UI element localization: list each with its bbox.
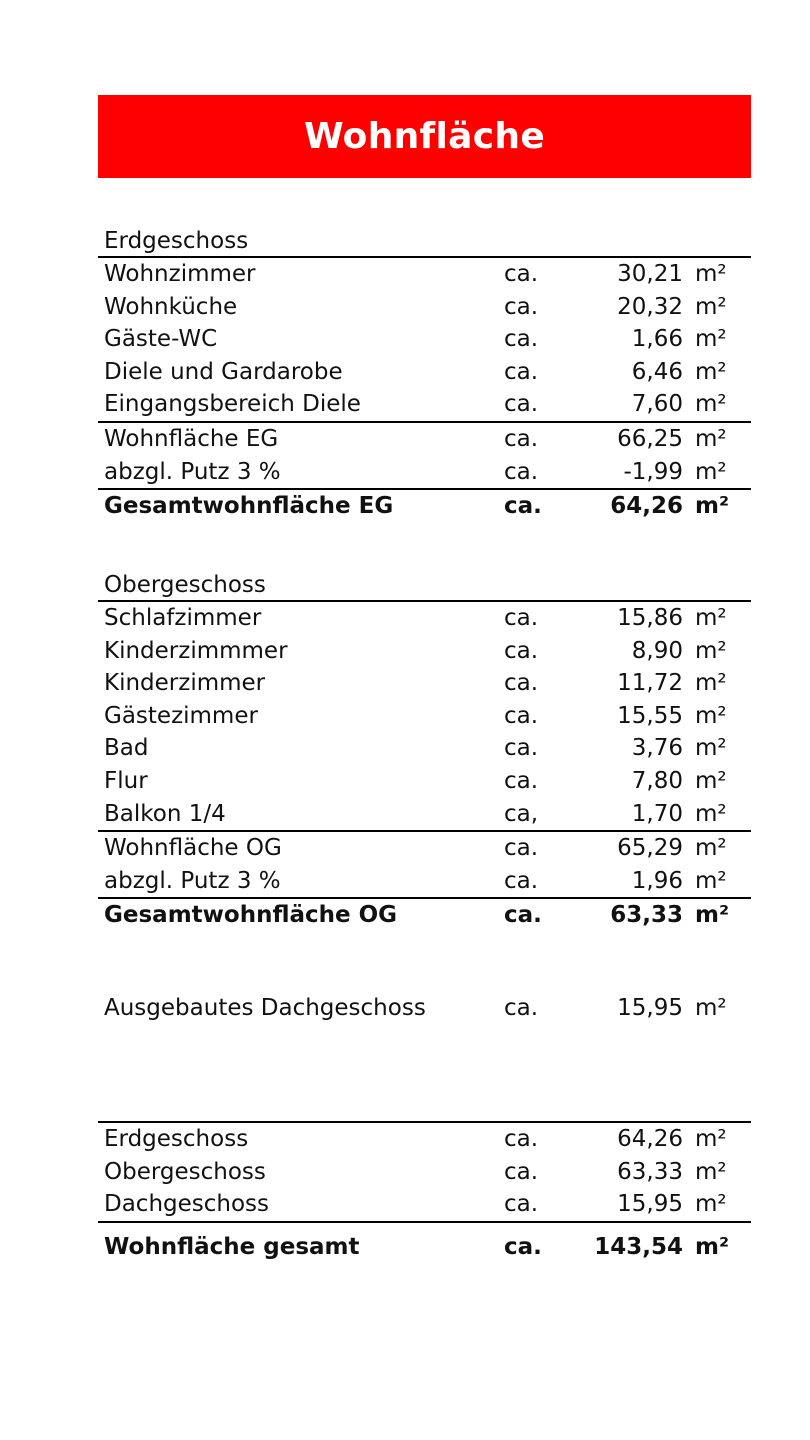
- approx-label: ca.: [504, 1126, 539, 1152]
- area-value: 7,60: [631, 391, 683, 418]
- room-label: Schlafzimmer: [104, 605, 262, 631]
- approx-label: ca,: [504, 800, 539, 827]
- table-row: [98, 323, 751, 356]
- summary-row: [98, 1123, 751, 1156]
- deduction-row: [98, 865, 751, 900]
- subtotal-value: 65,29: [617, 835, 683, 862]
- subtotal-row: [98, 423, 751, 456]
- approx-label: ca.: [504, 605, 539, 631]
- unit-label: m²: [695, 326, 727, 353]
- subtotal-value: 66,25: [617, 425, 683, 452]
- area-value: 11,72: [617, 670, 683, 697]
- floor-label: Dachgeschoss: [104, 1191, 270, 1218]
- table-row: [98, 291, 751, 324]
- unit-label: m²: [695, 493, 730, 520]
- table-row: [98, 635, 751, 668]
- table-row: [98, 388, 751, 423]
- area-value: 8,90: [631, 637, 683, 664]
- approx-label: ca.: [504, 493, 542, 520]
- floor-label: Obergeschoss: [104, 1158, 266, 1185]
- area-value: 15,95: [617, 995, 683, 1021]
- area-value: 20,32: [617, 293, 683, 320]
- section-heading: Erdgeschoss: [98, 226, 751, 258]
- subtotal-label: Wohnfläche EG: [104, 425, 279, 452]
- approx-label: ca.: [504, 326, 539, 353]
- unit-label: m²: [695, 358, 727, 385]
- unit-label: m²: [695, 261, 727, 287]
- area-value: 15,86: [617, 605, 683, 631]
- approx-label: ca.: [504, 735, 539, 762]
- approx-label: ca.: [504, 767, 539, 794]
- room-label: Wohnküche: [104, 293, 238, 320]
- approx-label: ca.: [504, 458, 539, 485]
- unit-label: m²: [695, 293, 727, 320]
- approx-label: ca.: [504, 425, 539, 452]
- room-label: Ausgebautes Dachgeschoss: [104, 995, 426, 1021]
- approx-label: ca.: [504, 835, 539, 862]
- total-label: Gesamtwohnfläche EG: [104, 493, 394, 520]
- area-value: 30,21: [617, 261, 683, 287]
- unit-label: m²: [695, 702, 727, 729]
- approx-label: ca.: [504, 995, 539, 1021]
- approx-label: ca.: [504, 1233, 542, 1260]
- unit-label: m²: [695, 670, 727, 697]
- table-row: [98, 765, 751, 798]
- summary-section: [98, 1123, 751, 1263]
- grand-total-value: 143,54: [594, 1233, 683, 1260]
- room-label: Flur: [104, 767, 148, 794]
- table-row: [98, 667, 751, 700]
- unit-label: m²: [695, 902, 730, 929]
- area-value: 15,55: [617, 702, 683, 729]
- table-row: [98, 798, 751, 833]
- unit-label: m²: [695, 637, 727, 664]
- table-row: [98, 258, 751, 291]
- approx-label: ca.: [504, 358, 539, 385]
- section-heading: Obergeschoss: [98, 570, 751, 602]
- total-value: 63,33: [610, 902, 683, 929]
- page-title: Wohnfläche: [303, 116, 546, 157]
- room-label: Eingangsbereich Diele: [104, 391, 361, 418]
- approx-label: ca.: [504, 391, 539, 418]
- approx-label: ca.: [504, 1158, 539, 1185]
- area-value: 15,95: [617, 1191, 683, 1218]
- area-value: 3,76: [631, 735, 683, 762]
- area-value: 1,66: [631, 326, 683, 353]
- subtotal-row: [98, 832, 751, 865]
- approx-label: ca.: [504, 293, 539, 320]
- deduction-value: -1,99: [623, 458, 683, 485]
- room-label: Wohnzimmer: [104, 261, 256, 287]
- table-row: [98, 356, 751, 389]
- unit-label: m²: [695, 1158, 727, 1185]
- total-label: Gesamtwohnfläche OG: [104, 902, 398, 929]
- unit-label: m²: [695, 1233, 730, 1260]
- unit-label: m²: [695, 867, 727, 894]
- unit-label: m²: [695, 1126, 727, 1152]
- approx-label: ca.: [504, 670, 539, 697]
- title-banner: [98, 95, 751, 178]
- table-row: [98, 602, 751, 635]
- total-row: [98, 899, 751, 932]
- unit-label: m²: [695, 1191, 727, 1218]
- total-row: [98, 490, 751, 523]
- grand-total-label: Wohnfläche gesamt: [104, 1233, 360, 1260]
- obergeschoss-section: [98, 570, 751, 932]
- room-label: Bad: [104, 735, 149, 762]
- grand-total-row: [98, 1231, 751, 1264]
- area-value: 1,70: [631, 800, 683, 827]
- area-value: 6,46: [631, 358, 683, 385]
- unit-label: m²: [695, 835, 727, 862]
- area-value: 64,26: [617, 1126, 683, 1152]
- floor-label: Erdgeschoss: [104, 1126, 249, 1152]
- unit-label: m²: [695, 995, 727, 1021]
- erdgeschoss-section: [98, 226, 751, 523]
- approx-label: ca.: [504, 637, 539, 664]
- deduction-row: [98, 456, 751, 491]
- room-label: Kinderzimmer: [104, 670, 266, 697]
- approx-label: ca.: [504, 261, 539, 287]
- total-value: 64,26: [610, 493, 683, 520]
- unit-label: m²: [695, 391, 727, 418]
- unit-label: m²: [695, 767, 727, 794]
- summary-row: [98, 1188, 751, 1223]
- table-row: [98, 732, 751, 765]
- area-value: 63,33: [617, 1158, 683, 1185]
- room-label: Balkon 1/4: [104, 800, 226, 827]
- unit-label: m²: [695, 735, 727, 762]
- unit-label: m²: [695, 458, 727, 485]
- room-label: Diele und Gardarobe: [104, 358, 343, 385]
- unit-label: m²: [695, 425, 727, 452]
- unit-label: m²: [695, 605, 727, 631]
- approx-label: ca.: [504, 1191, 539, 1218]
- room-label: Gäste-WC: [104, 326, 218, 353]
- area-value: 7,80: [631, 767, 683, 794]
- room-label: Gästezimmer: [104, 702, 258, 729]
- deduction-label: abzgl. Putz 3 %: [104, 867, 281, 894]
- approx-label: ca.: [504, 902, 542, 929]
- deduction-value: 1,96: [631, 867, 683, 894]
- dachgeschoss-section: [98, 992, 751, 1025]
- approx-label: ca.: [504, 702, 539, 729]
- approx-label: ca.: [504, 867, 539, 894]
- deduction-label: abzgl. Putz 3 %: [104, 458, 281, 485]
- table-row: [98, 700, 751, 733]
- subtotal-label: Wohnfläche OG: [104, 835, 282, 862]
- unit-label: m²: [695, 800, 727, 827]
- summary-row: [98, 1156, 751, 1189]
- room-label: Kinderzimmmer: [104, 637, 288, 664]
- dachgeschoss-row: [98, 992, 751, 1025]
